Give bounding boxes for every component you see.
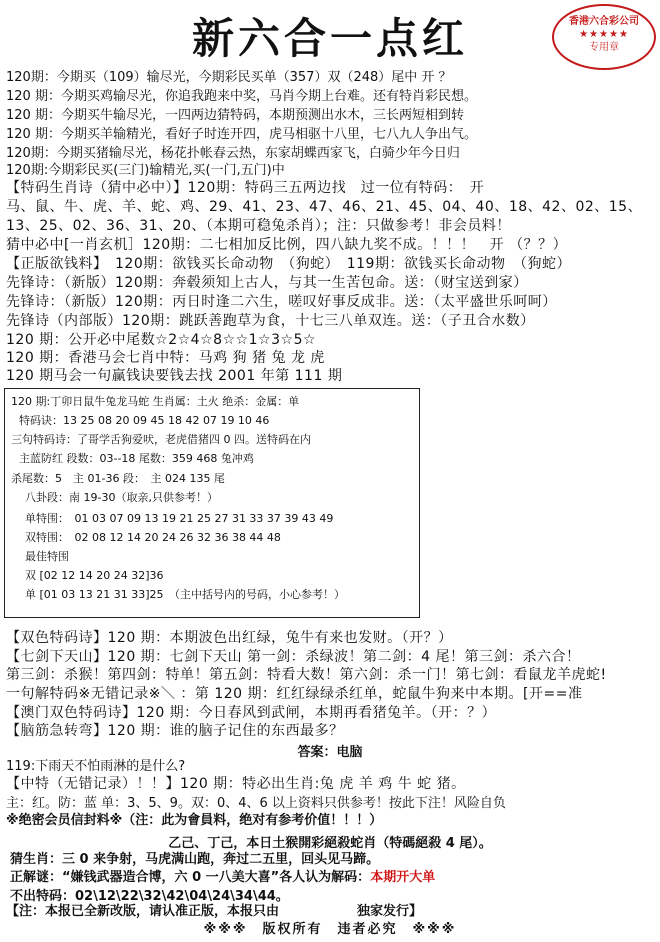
box-line: 八卦段：南 19-30（取亲,只供参考！）: [25, 491, 218, 504]
main-line: 主：红。防：蓝 单：3、5、9。双：0、4、6 以上资料只供参考！按此下注！风险自负: [6, 796, 506, 811]
guess-line: 猜生肖：三 0 来争射，马虎满山跑，奔过二五里，回头见马蹄。: [10, 852, 380, 867]
poem-line: 120 期马会一句赢钱诀要钱去找 2001 年第 111 期: [6, 368, 343, 384]
poem-line: 【特码生肖诗（猜中必中）】120期：特码三五两边找 过一位有特码： 开: [6, 180, 485, 196]
solution-line: [10, 869, 435, 886]
bottom-line: 一句解特码※无错记录※＼ ：第 120 期：红红绿绿杀红单，蛇鼠牛狗来中本期。[开==准: [6, 686, 583, 702]
bottom-line: 【澳门双色特码诗】120 期：今日春风到武闸，本期再看猪兔羊。（开：？）: [6, 705, 497, 721]
solution-answer: 本期开大单: [370, 870, 436, 885]
solution-text: 正解谜：“嫌钱武器造合博，六 0 一八美大喜”各人认为解码：: [10, 870, 371, 885]
box-line: 单 [01 03 13 21 31 33]25 （主中括号内的号码，小心参考！）: [25, 588, 346, 601]
box-line: 双 [02 12 14 20 24 32]36: [25, 569, 164, 582]
zhongte-line: 【中特（无错记录）！！】120 期：特必出生肖:兔 虎 羊 鸡 牛 蛇 猪。: [6, 776, 466, 792]
top-line: 120 期：今期买牛输尽光，一四两边猜特码，本期预测出水木，三长两短相到转: [6, 108, 464, 123]
top-line: 120 期：今期买鸡输尽光，你追我跑来中奖，马肖今期上台难。还有特肖彩民想。: [6, 89, 477, 104]
box-line: 特码诀：13 25 08 20 09 45 18 42 07 19 10 46: [19, 414, 270, 427]
poem-line: 120 期：香港马会七肖中特：马鸡 狗 猪 兔 龙 虎: [6, 350, 325, 366]
prediction-box: [4, 388, 420, 618]
stamp-line1: 香港六合彩公司: [569, 16, 639, 27]
copyright-footer: ※※※ 版权所有 违者必究 ※※※: [203, 922, 457, 937]
poem-line: 猜中必中[一肖玄机］120期：二七相加反比例，四八缺九奖不成。！！！ 开 （？？）: [6, 237, 568, 253]
box-line: 主蓝防红 段数：03--18 尾数：359 468 兔冲鸡: [19, 452, 254, 465]
stamp-stars: ★★★★★: [579, 29, 629, 40]
poem-line: 马、鼠、牛、虎、羊、蛇、鸡、29、41、23、47、46、21、45、04、40、18、42、02、15、: [6, 199, 643, 215]
box-line: 120 期:丁卯日鼠牛兔龙马蛇 生肖属：土火 绝杀：金属：单: [11, 395, 300, 408]
stamp-line2: 专用章: [589, 42, 619, 53]
box-line: 最佳特围: [25, 550, 69, 563]
box-line: 单特围： 01 03 07 09 13 19 21 25 27 31 33 37 39 43 49: [25, 512, 334, 525]
riddle-line: 119:下雨天不怕雨淋的是什么?: [6, 759, 186, 774]
poem-line: 先锋诗：（新版）120期：奔毂须知上古人，与其一生苦包命。送：（财宝送到家）: [6, 275, 528, 291]
top-line: 120 期：今期买羊输精光，看好子时连开四，虎马相驱十八里，七八九人争出气。: [6, 127, 477, 142]
bottom-line: 【七剑下天山】120 期：七剑下天山 第一剑：杀绿波！第二剑：4 尾！第三剑：杀六合！: [6, 649, 581, 665]
kill-note: 乙己、丁己，本日土猴開彩絕殺蛇肖（特碼絕殺 4 尾）。: [168, 836, 492, 851]
vip-note: ※绝密会员信封料※（注：此为會員料，绝对有参考价值！！！）: [6, 813, 383, 828]
bottom-line: 第三剑：杀猴！第四剑：特单！第五剑：特看大数！第六剑：杀一门！第七剑：看鼠龙羊虎蛇!: [6, 667, 607, 683]
top-line: 120期：今期买（109）输尽光，今期彩民买单（357）双（248）尾中 开 ？: [6, 70, 452, 85]
page-title: 新六合一点红: [191, 14, 468, 63]
top-line: 120期:今期彩民买(三门)输精光,买(一门,五门)中: [6, 163, 285, 178]
no-special-line: 不出特码：02\12\22\32\42\04\24\34\44。: [10, 889, 289, 904]
bottom-line: 【脑筋急转弯】120 期：谁的脑子记住的东西最多？: [6, 723, 344, 739]
poem-line: 先锋诗：（新版）120期：丙日时逢二六生，嗟叹好事反成非。送：（太平盛世乐呵呵）: [6, 294, 557, 310]
poem-line: 120 期：公开必中尾数☆2☆4☆8☆☆1☆3☆5☆: [6, 332, 317, 348]
poem-line: 【正版欲钱料】 120期：欲钱买长命动物 （狗蛇） 119期：欲钱买长命动物 （狗蛇）: [6, 256, 571, 272]
poem-line: 13、25、02、36、31、20、（本期可稳兔杀肖）；注：只做参考！非会员料！: [6, 218, 511, 234]
poem-line: 先锋诗（内部版）120期：跳跃善跑草为食，十七三八单双连。送：（子丑合水数）: [6, 313, 535, 329]
top-line: 120期：今期买猪输尽光，杨花扑帐春云热，东家胡蝶西家飞，白骑少年今日归: [6, 146, 460, 161]
box-line: 三句特码诗：了哥学舌狗爱吠，老虎借猪四 0 四。送特码在内: [11, 433, 311, 446]
official-stamp: [552, 4, 656, 70]
riddle-answer: 答案：电脑: [297, 745, 363, 760]
notice-line: 【注：本报已全新改版，请认准正版，本报只由 独家发行】: [6, 904, 423, 919]
box-line: 杀尾数：5 主 01-36 段： 主 024 135 尾: [11, 472, 225, 485]
bottom-line: 【双色特码诗】120 期：本期波色出红绿，兔牛有来也发财。（开？）: [6, 630, 453, 646]
box-line: 双特围： 02 08 12 14 20 24 26 32 36 38 44 48: [25, 531, 281, 544]
